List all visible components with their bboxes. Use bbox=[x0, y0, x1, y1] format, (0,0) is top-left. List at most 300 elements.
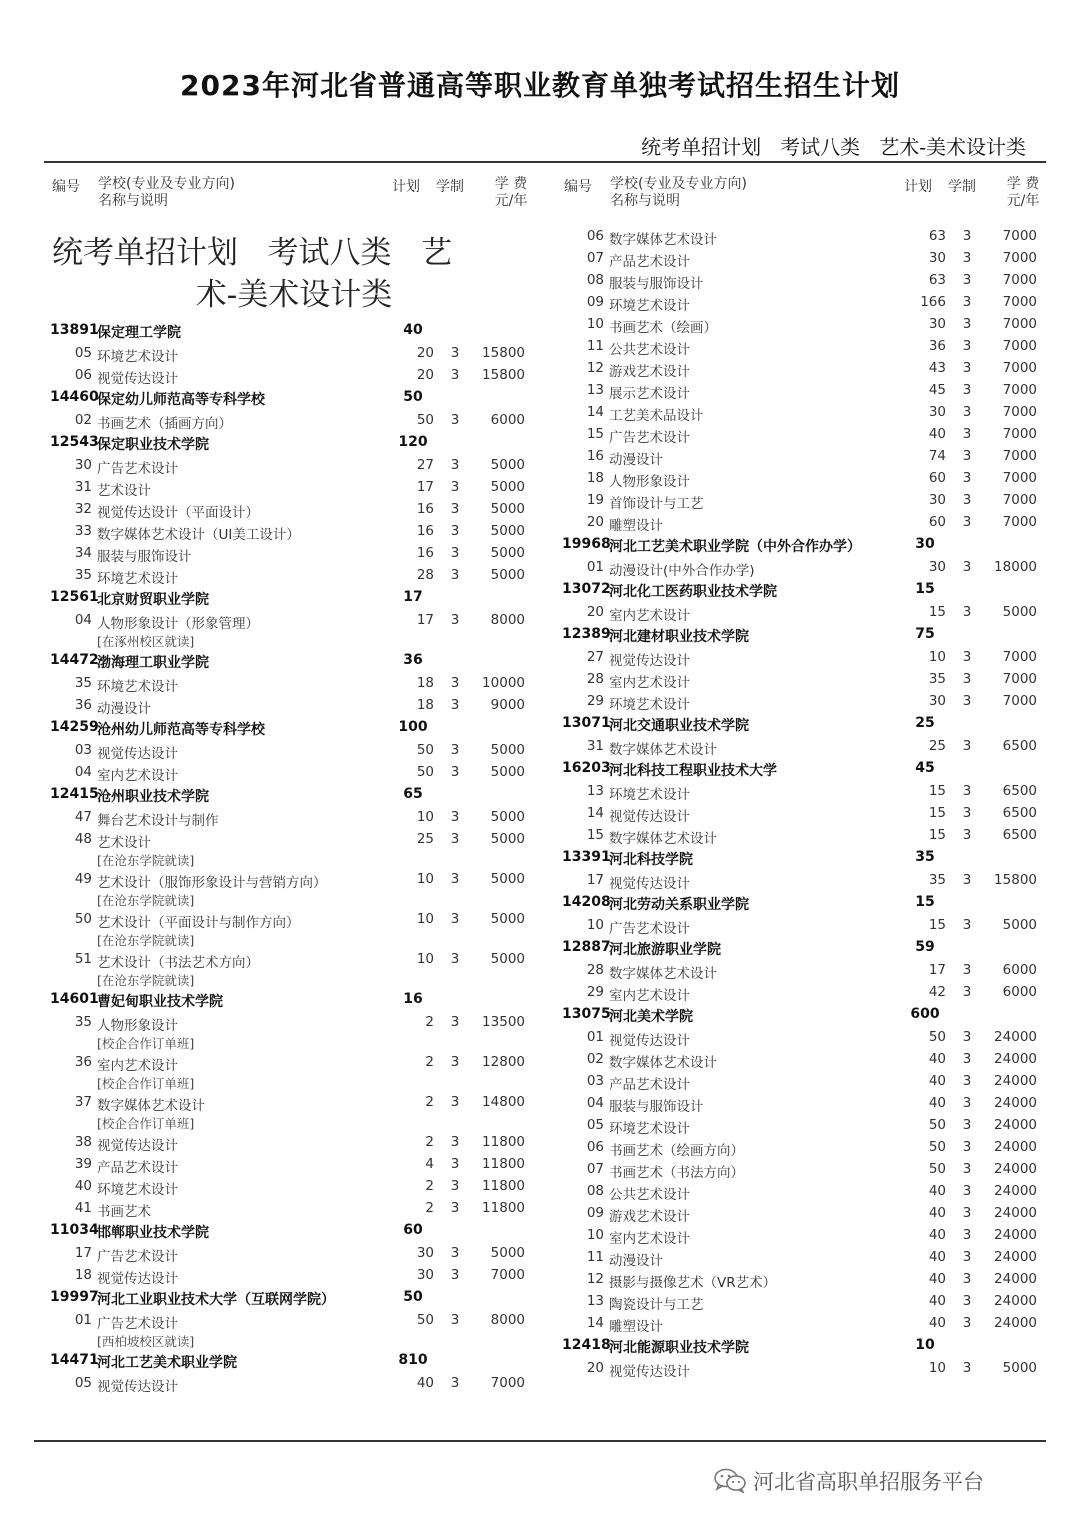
major-name: 视觉传达设计 bbox=[97, 746, 178, 762]
major-years: 3 bbox=[450, 1375, 460, 1391]
major-years: 3 bbox=[962, 604, 972, 620]
major-years: 3 bbox=[962, 649, 972, 665]
major-years: 3 bbox=[450, 1245, 460, 1261]
major-years: 3 bbox=[450, 764, 460, 780]
major-fee: 7000 bbox=[1002, 382, 1037, 398]
major-code: 03 bbox=[586, 1073, 604, 1089]
major-code: 40 bbox=[74, 1178, 92, 1194]
major-plan: 63 bbox=[928, 272, 946, 288]
major-fee: 24000 bbox=[994, 1293, 1037, 1309]
major-plan: 40 bbox=[928, 1249, 946, 1265]
header-fee bbox=[486, 176, 536, 210]
note-text: [在沧东学院就读] bbox=[97, 973, 195, 988]
school-plan-total: 100 bbox=[398, 719, 428, 735]
major-name: 室内艺术设计 bbox=[609, 988, 690, 1004]
school-row bbox=[44, 649, 534, 672]
school-row bbox=[44, 586, 534, 609]
major-code: 28 bbox=[586, 962, 604, 978]
major-plan: 16 bbox=[416, 501, 434, 517]
major-row bbox=[44, 1153, 534, 1175]
major-code: 16 bbox=[586, 448, 604, 464]
header-years: 学制 bbox=[436, 179, 464, 195]
major-row bbox=[44, 1197, 534, 1219]
school-name: 河北科技学院 bbox=[609, 852, 693, 868]
school-code: 13075 bbox=[562, 1006, 611, 1022]
major-years: 3 bbox=[962, 1095, 972, 1111]
major-years: 3 bbox=[962, 294, 972, 310]
major-code: 14 bbox=[586, 805, 604, 821]
major-code: 04 bbox=[74, 612, 92, 628]
major-plan: 10 bbox=[928, 649, 946, 665]
major-name: 数字媒体艺术设计（UI美工设计） bbox=[97, 527, 300, 543]
major-code: 15 bbox=[586, 426, 604, 442]
major-plan: 42 bbox=[928, 984, 946, 1000]
major-code: 35 bbox=[74, 675, 92, 691]
major-name: 广告艺术设计 bbox=[609, 921, 690, 937]
major-note bbox=[44, 1033, 534, 1051]
major-fee: 5000 bbox=[490, 479, 525, 495]
major-plan: 50 bbox=[416, 412, 434, 428]
major-row bbox=[44, 609, 534, 631]
major-fee: 11800 bbox=[482, 1178, 525, 1194]
major-row bbox=[44, 868, 534, 890]
major-name: 环境艺术设计 bbox=[97, 679, 178, 695]
major-fee: 6500 bbox=[1002, 827, 1037, 843]
major-row bbox=[556, 981, 1046, 1003]
major-years: 3 bbox=[962, 250, 972, 266]
note-text: [在沧东学院就读] bbox=[97, 853, 195, 868]
school-row bbox=[44, 431, 534, 454]
major-note bbox=[44, 1331, 534, 1349]
header-fee bbox=[998, 176, 1048, 210]
major-years: 3 bbox=[962, 1161, 972, 1177]
school-plan-total: 50 bbox=[403, 389, 423, 405]
major-name: 室内艺术设计 bbox=[609, 608, 690, 624]
major-plan: 2 bbox=[425, 1014, 434, 1030]
major-row bbox=[44, 409, 534, 431]
major-fee: 5000 bbox=[490, 951, 525, 967]
major-name: 视觉传达设计（平面设计） bbox=[97, 505, 259, 521]
major-fee: 7000 bbox=[1002, 649, 1037, 665]
major-name: 产品艺术设计 bbox=[609, 254, 690, 270]
major-fee: 24000 bbox=[994, 1139, 1037, 1155]
note-text: [校企合作订单班] bbox=[97, 1036, 195, 1051]
major-row bbox=[44, 520, 534, 542]
major-code: 09 bbox=[586, 1205, 604, 1221]
school-plan-total: 50 bbox=[403, 1289, 423, 1305]
major-name: 人物形象设计 bbox=[97, 1018, 178, 1034]
major-plan: 15 bbox=[928, 917, 946, 933]
major-plan: 20 bbox=[416, 367, 434, 383]
major-fee: 11800 bbox=[482, 1134, 525, 1150]
major-code: 12 bbox=[586, 360, 604, 376]
major-plan: 30 bbox=[928, 404, 946, 420]
major-plan: 15 bbox=[928, 783, 946, 799]
major-note bbox=[44, 1073, 534, 1091]
major-code: 04 bbox=[586, 1095, 604, 1111]
major-code: 10 bbox=[586, 316, 604, 332]
major-name: 服装与服饰设计 bbox=[97, 549, 192, 565]
major-plan: 28 bbox=[416, 567, 434, 583]
major-name: 艺术设计（书法艺术方向） bbox=[97, 955, 259, 971]
header-fee-line2: 元/年 bbox=[494, 193, 528, 209]
major-name: 人物形象设计 bbox=[609, 474, 690, 490]
major-fee: 24000 bbox=[994, 1161, 1037, 1177]
major-years: 3 bbox=[962, 872, 972, 888]
major-fee: 24000 bbox=[994, 1117, 1037, 1133]
major-fee: 7000 bbox=[490, 1267, 525, 1283]
note-text: [在涿州校区就读] bbox=[97, 634, 195, 649]
major-years: 3 bbox=[962, 360, 972, 376]
header-fee-line1: 学 费 bbox=[1006, 176, 1040, 192]
header-school bbox=[98, 176, 235, 210]
major-row bbox=[44, 364, 534, 386]
major-code: 41 bbox=[74, 1200, 92, 1216]
major-row bbox=[556, 1026, 1046, 1048]
school-row bbox=[556, 712, 1046, 735]
major-name: 艺术设计 bbox=[97, 835, 151, 851]
major-row bbox=[556, 225, 1046, 247]
major-code: 06 bbox=[74, 367, 92, 383]
major-code: 19 bbox=[586, 492, 604, 508]
major-name: 数字媒体艺术设计 bbox=[609, 1055, 717, 1071]
major-row bbox=[556, 1158, 1046, 1180]
major-plan: 43 bbox=[928, 360, 946, 376]
school-row bbox=[556, 891, 1046, 914]
major-row bbox=[556, 379, 1046, 401]
major-fee: 5000 bbox=[1002, 917, 1037, 933]
major-plan: 18 bbox=[416, 675, 434, 691]
major-years: 3 bbox=[962, 738, 972, 754]
major-row bbox=[556, 1092, 1046, 1114]
major-fee: 7000 bbox=[1002, 492, 1037, 508]
major-name: 环境艺术设计 bbox=[97, 1182, 178, 1198]
major-years: 3 bbox=[450, 697, 460, 713]
major-fee: 6000 bbox=[490, 412, 525, 428]
major-name: 视觉传达设计 bbox=[609, 876, 690, 892]
school-code: 14460 bbox=[50, 389, 99, 405]
major-fee: 5000 bbox=[490, 1245, 525, 1261]
major-name: 产品艺术设计 bbox=[97, 1160, 178, 1176]
major-code: 14 bbox=[586, 1315, 604, 1331]
major-name: 环境艺术设计 bbox=[97, 571, 178, 587]
major-row bbox=[556, 914, 1046, 936]
major-fee: 5000 bbox=[1002, 604, 1037, 620]
major-row bbox=[556, 269, 1046, 291]
major-code: 01 bbox=[74, 1312, 92, 1328]
header-number: 编号 bbox=[52, 179, 80, 195]
major-fee: 13500 bbox=[482, 1014, 525, 1030]
major-name: 数字媒体艺术设计 bbox=[609, 232, 717, 248]
school-row bbox=[44, 716, 534, 739]
school-plan-total: 40 bbox=[403, 322, 423, 338]
major-fee: 5000 bbox=[490, 567, 525, 583]
major-plan: 36 bbox=[928, 338, 946, 354]
major-row bbox=[44, 908, 534, 930]
major-row bbox=[44, 1309, 534, 1331]
major-code: 31 bbox=[74, 479, 92, 495]
school-name: 渤海理工职业学院 bbox=[97, 655, 209, 671]
school-name: 河北劳动关系职业学院 bbox=[609, 897, 749, 913]
major-row bbox=[556, 423, 1046, 445]
major-years: 3 bbox=[962, 404, 972, 420]
major-name: 游戏艺术设计 bbox=[609, 364, 690, 380]
major-name: 产品艺术设计 bbox=[609, 1077, 690, 1093]
major-plan: 15 bbox=[928, 805, 946, 821]
school-row bbox=[556, 533, 1046, 556]
major-code: 11 bbox=[586, 338, 604, 354]
major-name: 工艺美术品设计 bbox=[609, 408, 704, 424]
major-fee: 8000 bbox=[490, 1312, 525, 1328]
school-plan-total: 810 bbox=[398, 1352, 428, 1368]
major-years: 3 bbox=[450, 501, 460, 517]
major-plan: 4 bbox=[425, 1156, 434, 1172]
major-name: 服装与服饰设计 bbox=[609, 1099, 704, 1115]
major-years: 3 bbox=[962, 984, 972, 1000]
major-name: 数字媒体艺术设计 bbox=[609, 742, 717, 758]
major-name: 环境艺术设计 bbox=[609, 1121, 690, 1137]
major-code: 28 bbox=[586, 671, 604, 687]
school-code: 19997 bbox=[50, 1289, 99, 1305]
school-code: 11034 bbox=[50, 1222, 99, 1238]
major-fee: 15800 bbox=[994, 872, 1037, 888]
major-name: 书画艺术（插画方向） bbox=[97, 416, 232, 432]
major-note bbox=[44, 850, 534, 868]
major-name: 书画艺术（绘画方向） bbox=[609, 1143, 744, 1159]
major-row bbox=[556, 489, 1046, 511]
major-plan: 40 bbox=[928, 1051, 946, 1067]
major-plan: 2 bbox=[425, 1134, 434, 1150]
major-row bbox=[556, 668, 1046, 690]
school-name: 河北旅游职业学院 bbox=[609, 942, 721, 958]
major-plan: 50 bbox=[928, 1117, 946, 1133]
major-note bbox=[44, 890, 534, 908]
major-years: 3 bbox=[962, 1360, 972, 1376]
category-subheading: 统考单招计划 考试八类 艺术-美术设计类 bbox=[641, 135, 1026, 159]
major-name: 视觉传达设计 bbox=[97, 1271, 178, 1287]
major-row bbox=[556, 1224, 1046, 1246]
school-name: 保定职业技术学院 bbox=[97, 437, 209, 453]
major-years: 3 bbox=[450, 457, 460, 473]
major-row bbox=[556, 313, 1046, 335]
school-code: 13391 bbox=[562, 849, 611, 865]
major-fee: 6500 bbox=[1002, 783, 1037, 799]
major-name: 室内艺术设计 bbox=[609, 1231, 690, 1247]
major-fee: 24000 bbox=[994, 1073, 1037, 1089]
major-name: 视觉传达设计 bbox=[97, 1138, 178, 1154]
school-name: 保定幼儿师范高等专科学校 bbox=[97, 392, 265, 408]
major-fee: 5000 bbox=[490, 742, 525, 758]
major-row bbox=[44, 342, 534, 364]
school-row bbox=[44, 1219, 534, 1242]
major-row bbox=[44, 761, 534, 783]
major-years: 3 bbox=[962, 1183, 972, 1199]
note-text: [西柏坡校区就读] bbox=[97, 1334, 195, 1349]
major-years: 3 bbox=[450, 1312, 460, 1328]
major-fee: 5000 bbox=[490, 831, 525, 847]
school-name: 河北能源职业技术学院 bbox=[609, 1340, 749, 1356]
major-row bbox=[44, 739, 534, 761]
major-row bbox=[44, 564, 534, 586]
major-name: 舞台艺术设计与制作 bbox=[97, 813, 219, 829]
major-plan: 2 bbox=[425, 1178, 434, 1194]
major-name: 广告艺术设计 bbox=[97, 1249, 178, 1265]
note-text: [校企合作订单班] bbox=[97, 1116, 195, 1131]
major-fee: 7000 bbox=[1002, 448, 1037, 464]
major-name: 艺术设计（服饰形象设计与营销方向） bbox=[97, 875, 327, 891]
major-years: 3 bbox=[450, 345, 460, 361]
school-row bbox=[44, 319, 534, 342]
school-name: 河北化工医药职业技术学院 bbox=[609, 584, 777, 600]
major-plan: 16 bbox=[416, 523, 434, 539]
major-row bbox=[44, 1011, 534, 1033]
school-row bbox=[556, 757, 1046, 780]
major-code: 34 bbox=[74, 545, 92, 561]
major-code: 17 bbox=[74, 1245, 92, 1261]
column-header bbox=[44, 174, 534, 214]
school-code: 13071 bbox=[562, 715, 611, 731]
major-fee: 24000 bbox=[994, 1051, 1037, 1067]
major-name: 环境艺术设计 bbox=[609, 697, 690, 713]
major-fee: 24000 bbox=[994, 1095, 1037, 1111]
major-name: 公共艺术设计 bbox=[609, 1187, 690, 1203]
major-fee: 7000 bbox=[1002, 250, 1037, 266]
major-row bbox=[556, 291, 1046, 313]
major-plan: 10 bbox=[416, 951, 434, 967]
major-row bbox=[556, 1246, 1046, 1268]
major-name: 艺术设计（平面设计与制作方向） bbox=[97, 915, 300, 931]
major-plan: 16 bbox=[416, 545, 434, 561]
school-row bbox=[556, 623, 1046, 646]
major-code: 49 bbox=[74, 871, 92, 887]
school-plan-total: 45 bbox=[915, 760, 935, 776]
major-code: 13 bbox=[586, 783, 604, 799]
major-years: 3 bbox=[450, 911, 460, 927]
major-name: 动漫设计(中外合作办学) bbox=[609, 563, 755, 579]
school-name: 河北交通职业技术学院 bbox=[609, 718, 749, 734]
major-years: 3 bbox=[962, 1051, 972, 1067]
major-plan: 50 bbox=[416, 764, 434, 780]
school-code: 14208 bbox=[562, 894, 611, 910]
bottom-divider bbox=[34, 1440, 1046, 1442]
major-plan: 35 bbox=[928, 872, 946, 888]
major-years: 3 bbox=[962, 338, 972, 354]
header-plan: 计划 bbox=[392, 179, 420, 195]
major-years: 3 bbox=[450, 412, 460, 428]
major-name: 视觉传达设计 bbox=[609, 1033, 690, 1049]
school-code: 12561 bbox=[50, 589, 99, 605]
major-code: 04 bbox=[74, 764, 92, 780]
major-plan: 20 bbox=[416, 345, 434, 361]
major-plan: 40 bbox=[928, 1227, 946, 1243]
major-plan: 40 bbox=[928, 1095, 946, 1111]
school-plan-total: 16 bbox=[403, 991, 423, 1007]
header-school-line2: 名称与说明 bbox=[98, 193, 168, 209]
major-plan: 17 bbox=[416, 612, 434, 628]
note-text: [在沧东学院就读] bbox=[97, 933, 195, 948]
school-name: 河北工艺美术职业学院 bbox=[97, 1355, 237, 1371]
major-name: 视觉传达设计 bbox=[609, 809, 690, 825]
major-code: 27 bbox=[586, 649, 604, 665]
major-fee: 7000 bbox=[1002, 272, 1037, 288]
school-plan-total: 600 bbox=[910, 1006, 940, 1022]
school-code: 14259 bbox=[50, 719, 99, 735]
major-years: 3 bbox=[962, 1227, 972, 1243]
header-number: 编号 bbox=[564, 179, 592, 195]
major-code: 13 bbox=[586, 382, 604, 398]
major-row bbox=[44, 1051, 534, 1073]
major-fee: 7000 bbox=[1002, 228, 1037, 244]
major-code: 14 bbox=[586, 404, 604, 420]
major-row bbox=[556, 1070, 1046, 1092]
major-years: 3 bbox=[962, 470, 972, 486]
school-plan-total: 15 bbox=[915, 894, 935, 910]
major-code: 11 bbox=[586, 1249, 604, 1265]
major-plan: 50 bbox=[928, 1139, 946, 1155]
major-row bbox=[556, 556, 1046, 578]
major-years: 3 bbox=[962, 917, 972, 933]
major-plan: 50 bbox=[928, 1161, 946, 1177]
major-fee: 24000 bbox=[994, 1227, 1037, 1243]
major-code: 31 bbox=[586, 738, 604, 754]
major-plan: 30 bbox=[928, 693, 946, 709]
school-plan-total: 59 bbox=[915, 939, 935, 955]
major-name: 数字媒体艺术设计 bbox=[609, 966, 717, 982]
major-years: 3 bbox=[450, 742, 460, 758]
major-plan: 63 bbox=[928, 228, 946, 244]
major-row bbox=[556, 1290, 1046, 1312]
major-fee: 5000 bbox=[490, 911, 525, 927]
major-note bbox=[44, 1113, 534, 1131]
category-heading-line2: 术-美术设计类 bbox=[195, 277, 393, 313]
school-code: 14471 bbox=[50, 1352, 99, 1368]
major-row bbox=[44, 694, 534, 716]
header-fee-line1: 学 费 bbox=[494, 176, 528, 192]
major-row bbox=[44, 1242, 534, 1264]
major-fee: 7000 bbox=[1002, 426, 1037, 442]
major-years: 3 bbox=[450, 1200, 460, 1216]
school-code: 14472 bbox=[50, 652, 99, 668]
major-row bbox=[556, 1312, 1046, 1334]
major-code: 33 bbox=[74, 523, 92, 539]
major-plan: 10 bbox=[416, 911, 434, 927]
school-name: 沧州职业技术学院 bbox=[97, 789, 209, 805]
major-code: 07 bbox=[586, 250, 604, 266]
major-plan: 10 bbox=[928, 1360, 946, 1376]
major-row bbox=[556, 735, 1046, 757]
major-years: 3 bbox=[450, 567, 460, 583]
header-school-line1: 学校(专业及专业方向) bbox=[98, 176, 235, 192]
major-code: 39 bbox=[74, 1156, 92, 1172]
major-plan: 60 bbox=[928, 514, 946, 530]
major-name: 广告艺术设计 bbox=[97, 461, 178, 477]
school-code: 12418 bbox=[562, 1337, 611, 1353]
major-plan: 30 bbox=[928, 492, 946, 508]
school-row bbox=[556, 846, 1046, 869]
major-code: 05 bbox=[586, 1117, 604, 1133]
major-row bbox=[556, 646, 1046, 668]
major-name: 摄影与摄像艺术（VR艺术） bbox=[609, 1275, 777, 1291]
major-fee: 5000 bbox=[490, 871, 525, 887]
major-name: 视觉传达设计 bbox=[97, 371, 178, 387]
major-plan: 40 bbox=[928, 1205, 946, 1221]
major-fee: 7000 bbox=[1002, 514, 1037, 530]
major-row bbox=[556, 445, 1046, 467]
major-fee: 5000 bbox=[1002, 1360, 1037, 1376]
major-years: 3 bbox=[450, 523, 460, 539]
footer-brand-label: 河北省高职单招服务平台 bbox=[753, 1470, 984, 1494]
major-code: 06 bbox=[586, 228, 604, 244]
